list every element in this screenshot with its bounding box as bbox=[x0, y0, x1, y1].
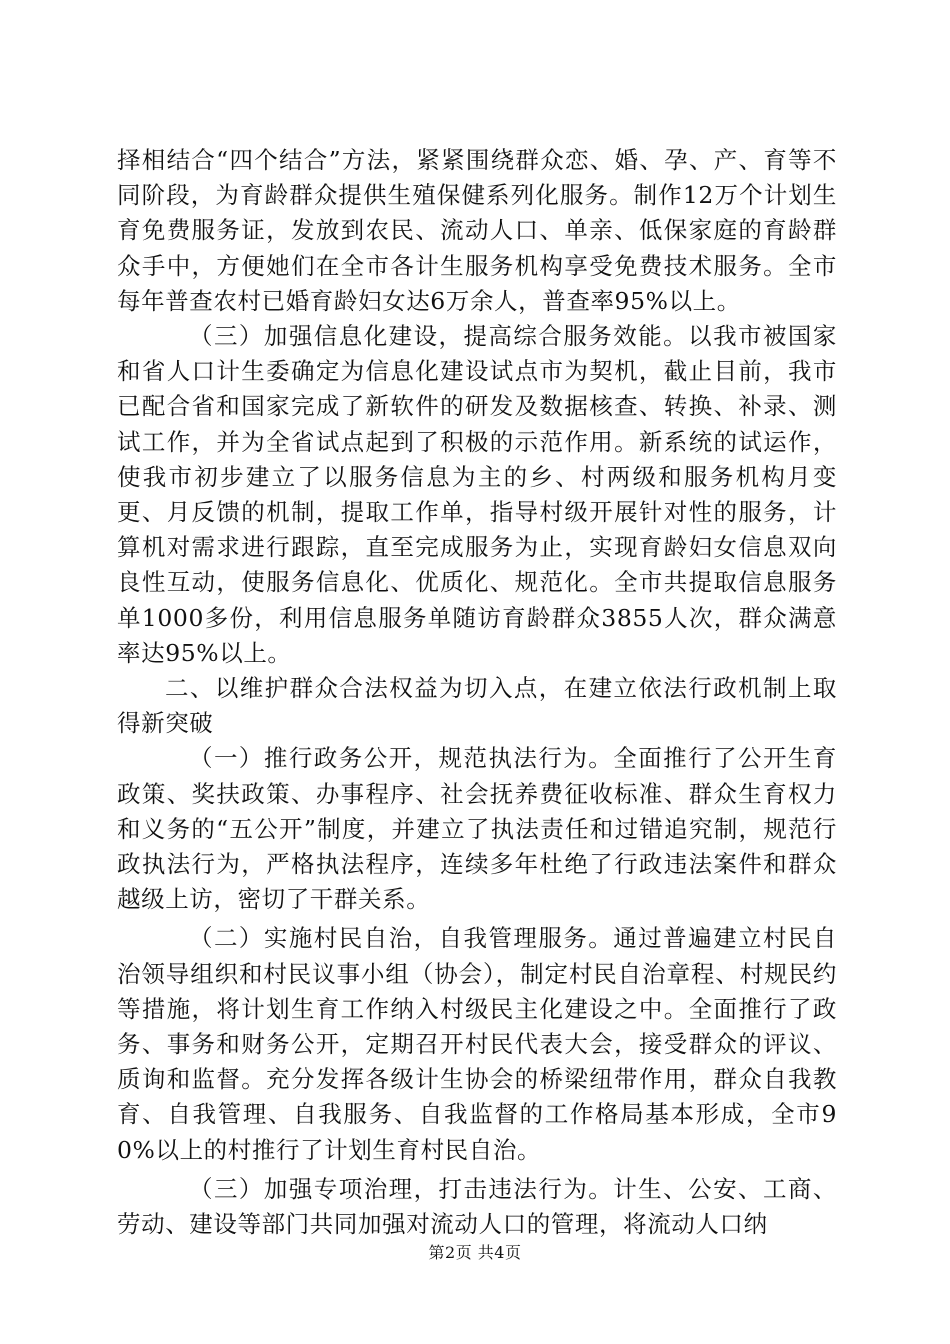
paragraph-section-2-village-autonomy: （二）实施村民自治，自我管理服务。通过普遍建立村民自治领导组织和村民议事小组（协会），制定村民自治章程、村规民约等措施，将计划生育工作纳入村级民主化建设之中。全面推行了政务、事务和财务公开，定期召开村民代表大会，接受群众的评议、质询和监督。充分发挥各级计生协会的桥梁纽带作用，群众自我教育、自我管理、自我服务、自我监督的工作格局基本形成，全市90%以上的村推行了计划生育村民自治。 bbox=[117, 924, 837, 1164]
section-heading-2: 二、以维护群众合法权益为切入点，在建立依法行政机制上取得新突破 bbox=[117, 674, 837, 738]
paragraph-continuation: 择相结合“四个结合”方法，紧紧围绕群众恋、婚、孕、产、育等不同阶段，为育龄群众提供生殖保健系列化服务。制作12万个计划生育免费服务证，发放到农民、流动人口、单亲、低保家庭的育龄群众手中，方便她们在全市各计生服务机构享受免费技术服务。全市每年普查农村已婚育龄妇女达6万余人，普查率95%以上。 bbox=[117, 146, 837, 315]
paragraph-section-1-transparency: （一）推行政务公开，规范执法行为。全面推行了公开生育政策、奖扶政策、办事程序、社会抚养费征收标准、群众生育权力和义务的“五公开”制度，并建立了执法责任和过错追究制，规范行政执法行为，严格执法程序，连续多年杜绝了行政违法案件和群众越级上访，密切了干群关系。 bbox=[117, 744, 837, 914]
page-number-footer: 第2页 共4页 bbox=[428, 1243, 522, 1262]
paragraph-section-3-informatization: （三）加强信息化建设，提高综合服务效能。以我市被国家和省人口计生委确定为信息化建设试点市为契机，截止目前，我市已配合省和国家完成了新软件的研发及数据核查、转换、补录、测试工作，并为全省试点起到了积极的示范作用。新系统的试运作，使我市初步建立了以服务信息为主的乡、村两级和服务机构月变更、月反馈的机制，提取工作单，指导村级开展针对性的服务，计算机对需求进行跟踪，直至完成服务为止，实现育龄妇女信息双向良性互动，使服务信息化、优质化、规范化。全市共提取信息服务单1000多份，利用信息服务单随访育龄群众3855人次，群众满意率达95%以上。 bbox=[117, 322, 837, 667]
document-body bbox=[117, 143, 837, 1242]
paragraph-section-3-special-governance: （三）加强专项治理，打击违法行为。计生、公安、工商、劳动、建设等部门共同加强对流动人口的管理，将流动人口纳 bbox=[117, 1174, 837, 1239]
